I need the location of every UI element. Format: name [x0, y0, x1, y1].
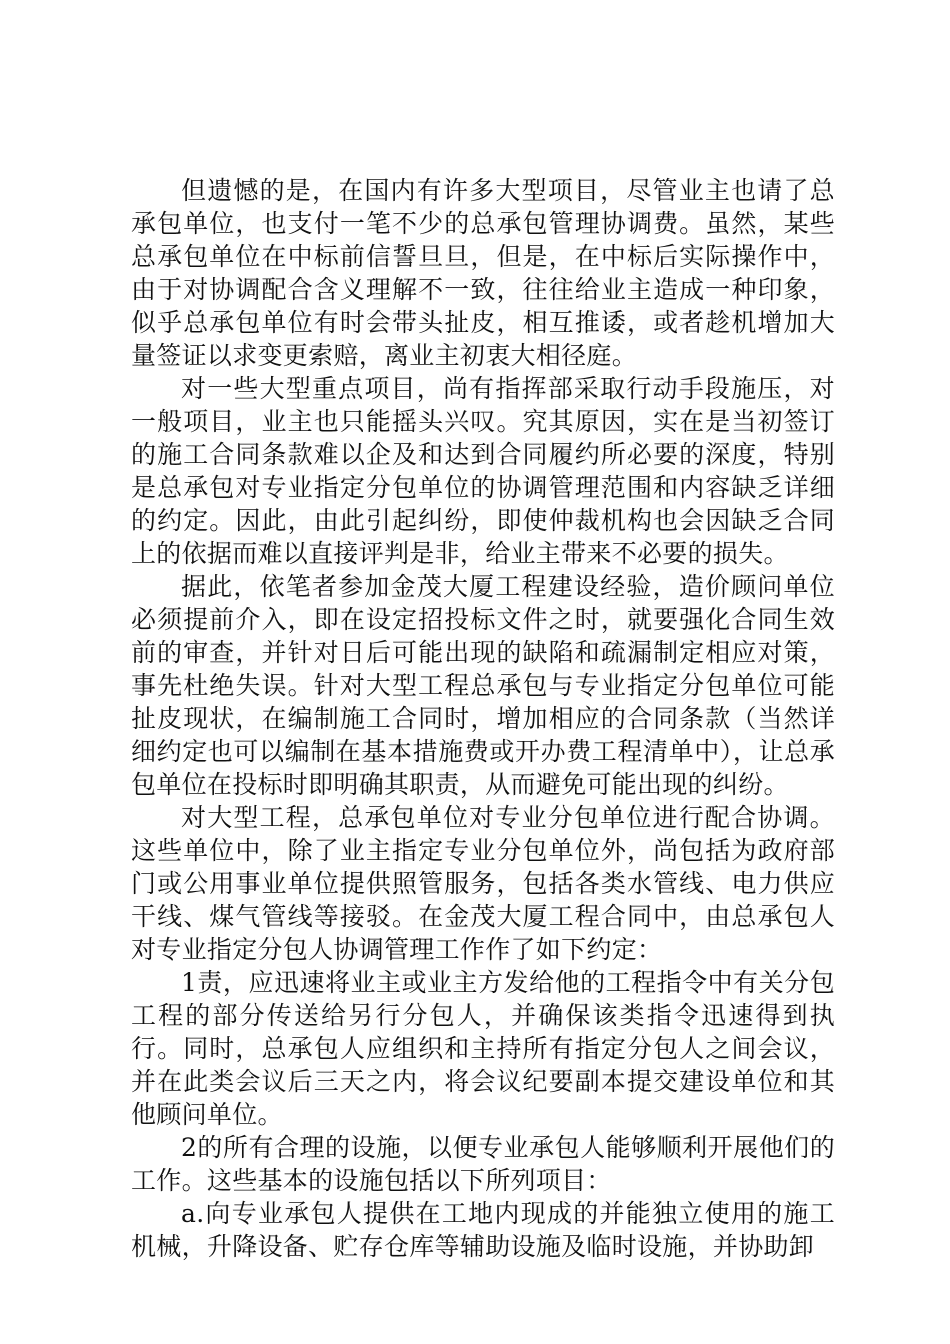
paragraph-1: 但遗憾的是，在国内有许多大型项目，尽管业主也请了总承包单位，也支付一笔不少的总承包管理协调费。虽然，某些总承包单位在中标前信誓旦旦，但是，在中标后实际操作中，由于对协调配合含义理解不一致，往往给业主造成一种印象，似乎总承包单位有时会带头扯皮，相互推诿，或者趁机增加大量签证以求变更索赔，离业主初衷大相径庭。	[131, 176, 835, 370]
paragraph-3: 据此，依笔者参加金茂大厦工程建设经验，造价顾问单位必须提前介入，即在设定招投标文件之时，就要强化合同生效前的审查，并针对日后可能出现的缺陷和疏漏制定相应对策，事先杜绝失误。针对大型工程总承包与专业指定分包单位可能扯皮现状，在编制施工合同时，增加相应的合同条款（当然详细约定也可以编制在基本措施费或开办费工程清单中），让总承包单位在投标时即明确其职责，从而避免可能出现的纠纷。	[131, 572, 835, 799]
paragraph-6: 2的所有合理的设施，以便专业承包人能够顺利开展他们的工作。这些基本的设施包括以下所列项目：	[131, 1133, 835, 1195]
paragraph-4: 对大型工程，总承包单位对专业分包单位进行配合协调。这些单位中，除了业主指定专业分包单位外，尚包括为政府部门或公用事业单位提供照管服务，包括各类水管线、电力供应干线、煤气管线等接驳。在金茂大厦工程合同中，由总承包人对专业指定分包人协调管理工作作了如下约定：	[131, 803, 835, 964]
body-text	[131, 174, 835, 1263]
paragraph-5: 1责，应迅速将业主或业主方发给他的工程指令中有关分包工程的部分传送给另行分包人，并确保该类指令迅速得到执行。同时，总承包人应组织和主持所有指定分包人之间会议，并在此类会议后三天之内，将会议纪要副本提交建设单位和其他顾问单位。	[131, 968, 835, 1129]
paragraph-2: 对一些大型重点项目，尚有指挥部采取行动手段施压，对一般项目，业主也只能摇头兴叹。究其原因，实在是当初签订的施工合同条款难以企及和达到合同履约所必要的深度，特别是总承包对专业指定分包单位的协调管理范围和内容缺乏详细的约定。因此，由此引起纠纷，即使仲裁机构也会因缺乏合同上的依据而难以直接评判是非，给业主带来不必要的损失。	[131, 374, 835, 568]
paragraph-7: a.向专业承包人提供在工地内现成的并能独立使用的施工机械，升降设备、贮存仓库等辅助设施及临时设施，并协助卸	[131, 1199, 835, 1261]
